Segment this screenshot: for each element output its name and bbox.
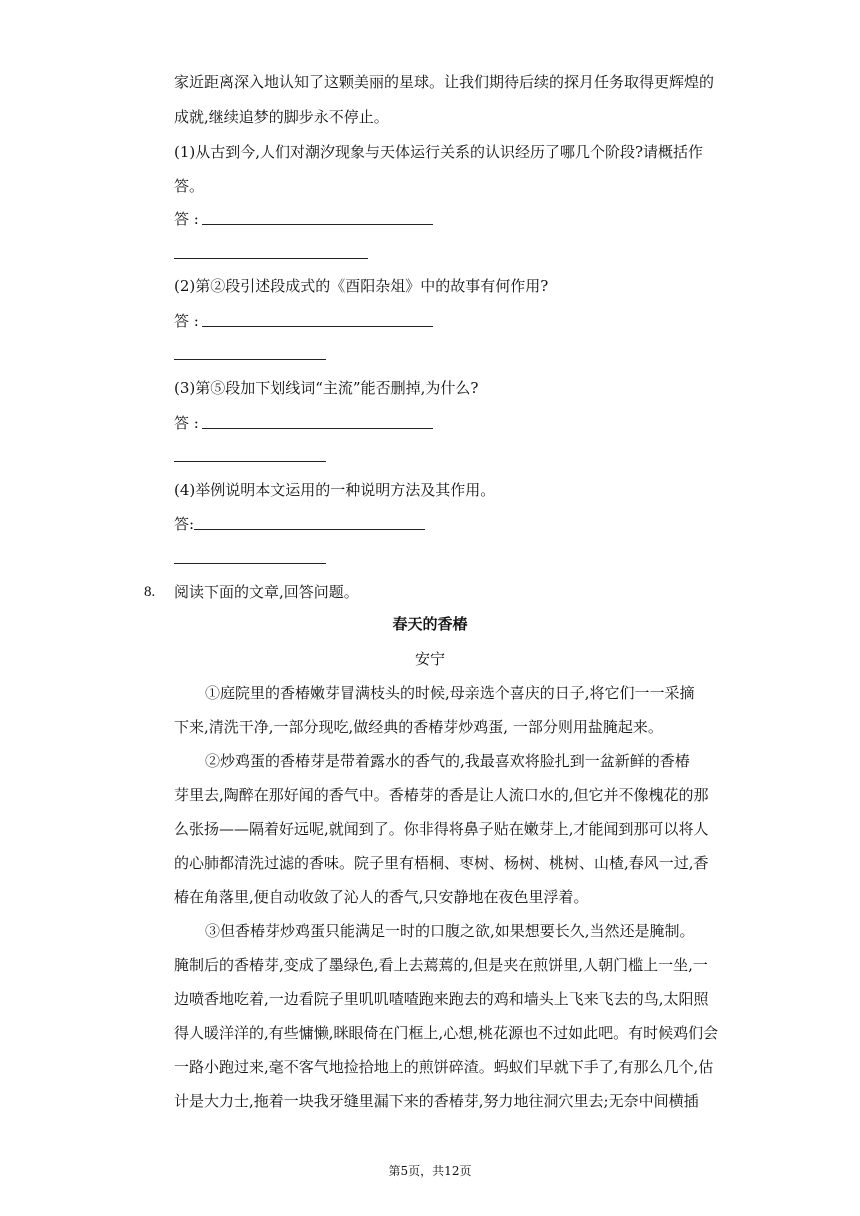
question-1-text: (1)从古到今,人们对潮汐现象与天体运行关系的认识经历了哪几个阶段?请概括作 — [174, 143, 704, 161]
article-title: 春天的香椿 — [392, 616, 468, 633]
paragraph-line: 腌制后的香椿芽,变成了墨绿色,看上去蔫蔫的,但是夹在煎饼里,人朝门槛上一坐,一 — [174, 956, 708, 974]
paragraph-line: 得人暖洋洋的,有些慵懒,眯眼倚在门框上,心想,桃花源也不过如此吧。有时候鸡们会 — [174, 1024, 719, 1042]
paragraph-line: 椿在角落里,便自动收敛了沁人的香气,只安静地在夜色里浮着。 — [174, 888, 589, 906]
question-8-prompt: 阅读下面的文章,回答问题。 — [174, 583, 359, 601]
answer-label: 答: — [174, 515, 195, 533]
answer-label: 答 : — [174, 210, 199, 228]
question-3-text: (3)第⑤段加下划线词“主流”能否删掉,为什么? — [174, 379, 479, 397]
question-number: 8. — [144, 584, 156, 600]
paragraph-line: 的心肺都清洗过滤的香味。院子里有梧桐、枣树、杨树、桃树、山楂,春风一过,香 — [174, 854, 709, 872]
answer-blank[interactable] — [194, 529, 425, 530]
paragraph-line: 么张扬——隔着好远呢,就闻到了。你非得将鼻子贴在嫩芽上,才能闻到那可以将人 — [174, 820, 709, 838]
page-footer: 第5页，共12页 — [388, 1164, 472, 1178]
paragraph-line: 芽里去,陶醉在那好闻的香气中。香椿芽的香是让人流口水的,但它并不像槐花的那 — [174, 786, 709, 804]
answer-blank[interactable] — [174, 258, 368, 259]
body-text-line: 成就,继续追梦的脚步永不停止。 — [174, 108, 389, 126]
paragraph-line: 边喷香地吃着,一边看院子里叽叽喳喳跑来跑去的鸡和墙头上飞来飞去的鸟,太阳照 — [174, 990, 709, 1008]
article-author: 安宁 — [414, 650, 445, 668]
answer-blank[interactable] — [202, 428, 433, 429]
answer-blank[interactable] — [174, 461, 326, 462]
question-4-text: (4)举例说明本文运用的一种说明方法及其作用。 — [174, 481, 496, 499]
body-text-line: 家近距离深入地认知了这颗美丽的星球。让我们期待后续的探月任务取得更辉煌的 — [174, 73, 715, 91]
answer-blank[interactable] — [174, 563, 326, 564]
paragraph-line: 一路小跑过来,毫不客气地捡拾地上的煎饼碎渣。蚂蚁们早就下手了,有那么几个,估 — [174, 1058, 714, 1076]
question-1-text-cont: 答。 — [174, 177, 205, 195]
paragraph-line: 下来,清洗干净,一部分现吃,做经典的香椿芽炒鸡蛋, 一部分则用盐腌起来。 — [174, 718, 663, 736]
paragraph-line: ③但香椿芽炒鸡蛋只能满足一时的口腹之欲,如果想要长久,当然还是腌制。 — [205, 922, 695, 940]
paragraph-line: ②炒鸡蛋的香椿芽是带着露水的香气的,我最喜欢将脸扎到一盆新鲜的香椿 — [205, 752, 690, 770]
paragraph-line: 计是大力士,拖着一块我牙缝里漏下来的香椿芽,努力地往洞穴里去;无奈中间横插 — [174, 1092, 699, 1110]
answer-label: 答 : — [174, 312, 199, 330]
answer-label: 答 : — [174, 414, 199, 432]
answer-blank[interactable] — [174, 359, 326, 360]
question-2-text: (2)第②段引述段成式的《酉阳杂俎》中的故事有何作用? — [174, 277, 549, 295]
answer-blank[interactable] — [202, 224, 433, 225]
paragraph-line: ①庭院里的香椿嫩芽冒满枝头的时候,母亲选个喜庆的日子,将它们一一采摘 — [205, 684, 695, 702]
answer-blank[interactable] — [202, 326, 433, 327]
